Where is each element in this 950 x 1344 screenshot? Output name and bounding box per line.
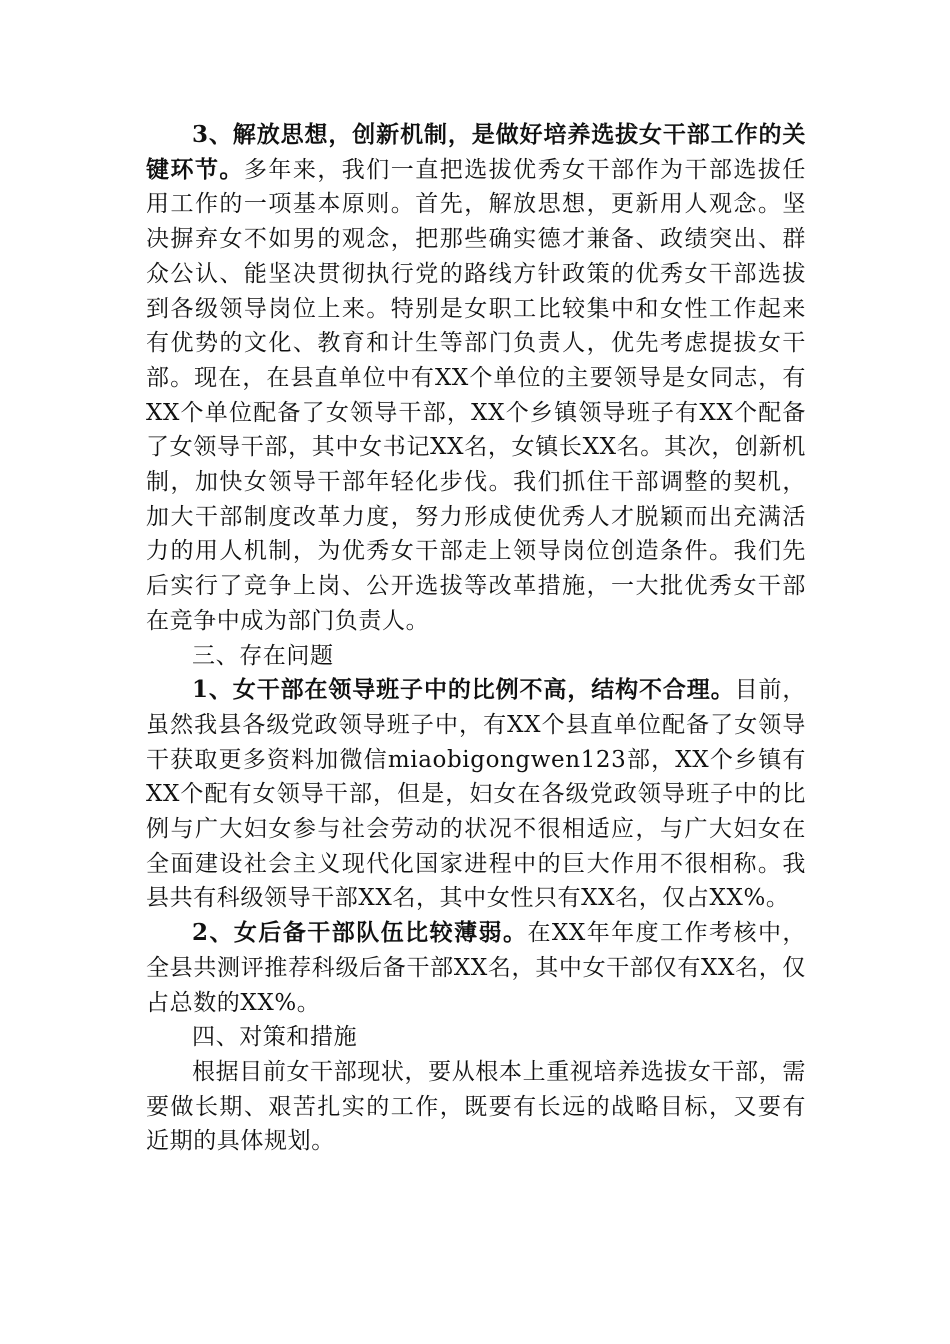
paragraph-lead: 3、解放思想，创新机制，是做好培养选拔女干部工作的关键环节。 <box>146 121 806 183</box>
paragraph-lead: 1、女干部在领导班子中的比例不高，结构不合理。 <box>192 676 735 704</box>
section-heading-existing-problems: 三、存在问题 <box>192 642 334 669</box>
paragraph-lead: 2、女后备干部队伍比较薄弱。 <box>192 919 528 947</box>
paragraph-body: 目前，虽然我县各级党政领导班子中，有XX个县直单位配备了女领导干获取更多资料加微信miaobigongwen123部，XX个乡镇有XX个配有女领导干部，但是，妇女在各级党政领导班子中的比例与广大妇女参与社会劳动的状况不很相适应，与广大妇女在全面建设社会主义现代化国家进程中的巨大作用不很相称。我县共有科级领导干部XX名，其中女性只有XX名，仅占XX%。 <box>146 677 806 912</box>
paragraph-liberate-thinking <box>146 118 806 639</box>
section-heading-countermeasures: 四、对策和措施 <box>192 1024 358 1051</box>
paragraph-countermeasures-intro: 根据目前女干部现状，要从根本上重视培养选拔女干部，需要做长期、艰苦扎实的工作，既要有长远的战略目标，又要有近期的具体规划。 <box>146 1058 806 1155</box>
paragraph-proportion-low <box>146 673 806 916</box>
document-page <box>146 118 806 1159</box>
paragraph-body: 多年来，我们一直把选拔优秀女干部作为干部选拔任用工作的一项基本原则。首先，解放思想，更新用人观念。坚决摒弃女不如男的观念，把那些确实德才兼备、政绩突出、群众公认、能坚决贯彻执行党的路线方针政策的优秀女干部选拔到各级领导岗位上来。特别是女职工比较集中和女性工作起来有优势的文化、教育和计生等部门负责人，优先考虑提拔女干部。现在，在县直单位中有XX个单位的主要领导是女同志，有XX个单位配备了女领导干部，XX个乡镇领导班子有XX个配备了女领导干部，其中女书记XX名，女镇长XX名。其次，创新机制，加快女领导干部年轻化步伐。我们抓住干部调整的契机，加大干部制度改革力度，努力形成使优秀人才脱颖而出充满活力的用人机制，为优秀女干部走上领导岗位创造条件。我们先后实行了竞争上岗、公开选拔等改革措施，一大批优秀女干部在竞争中成为部门负责人。 <box>146 156 806 634</box>
paragraph-reserve-weak <box>146 916 806 1020</box>
paragraph-body: 在XX年年度工作考核中，全县共测评推荐科级后备干部XX名，其中女干部仅有XX名，仅占总数的XX%。 <box>146 920 807 1016</box>
